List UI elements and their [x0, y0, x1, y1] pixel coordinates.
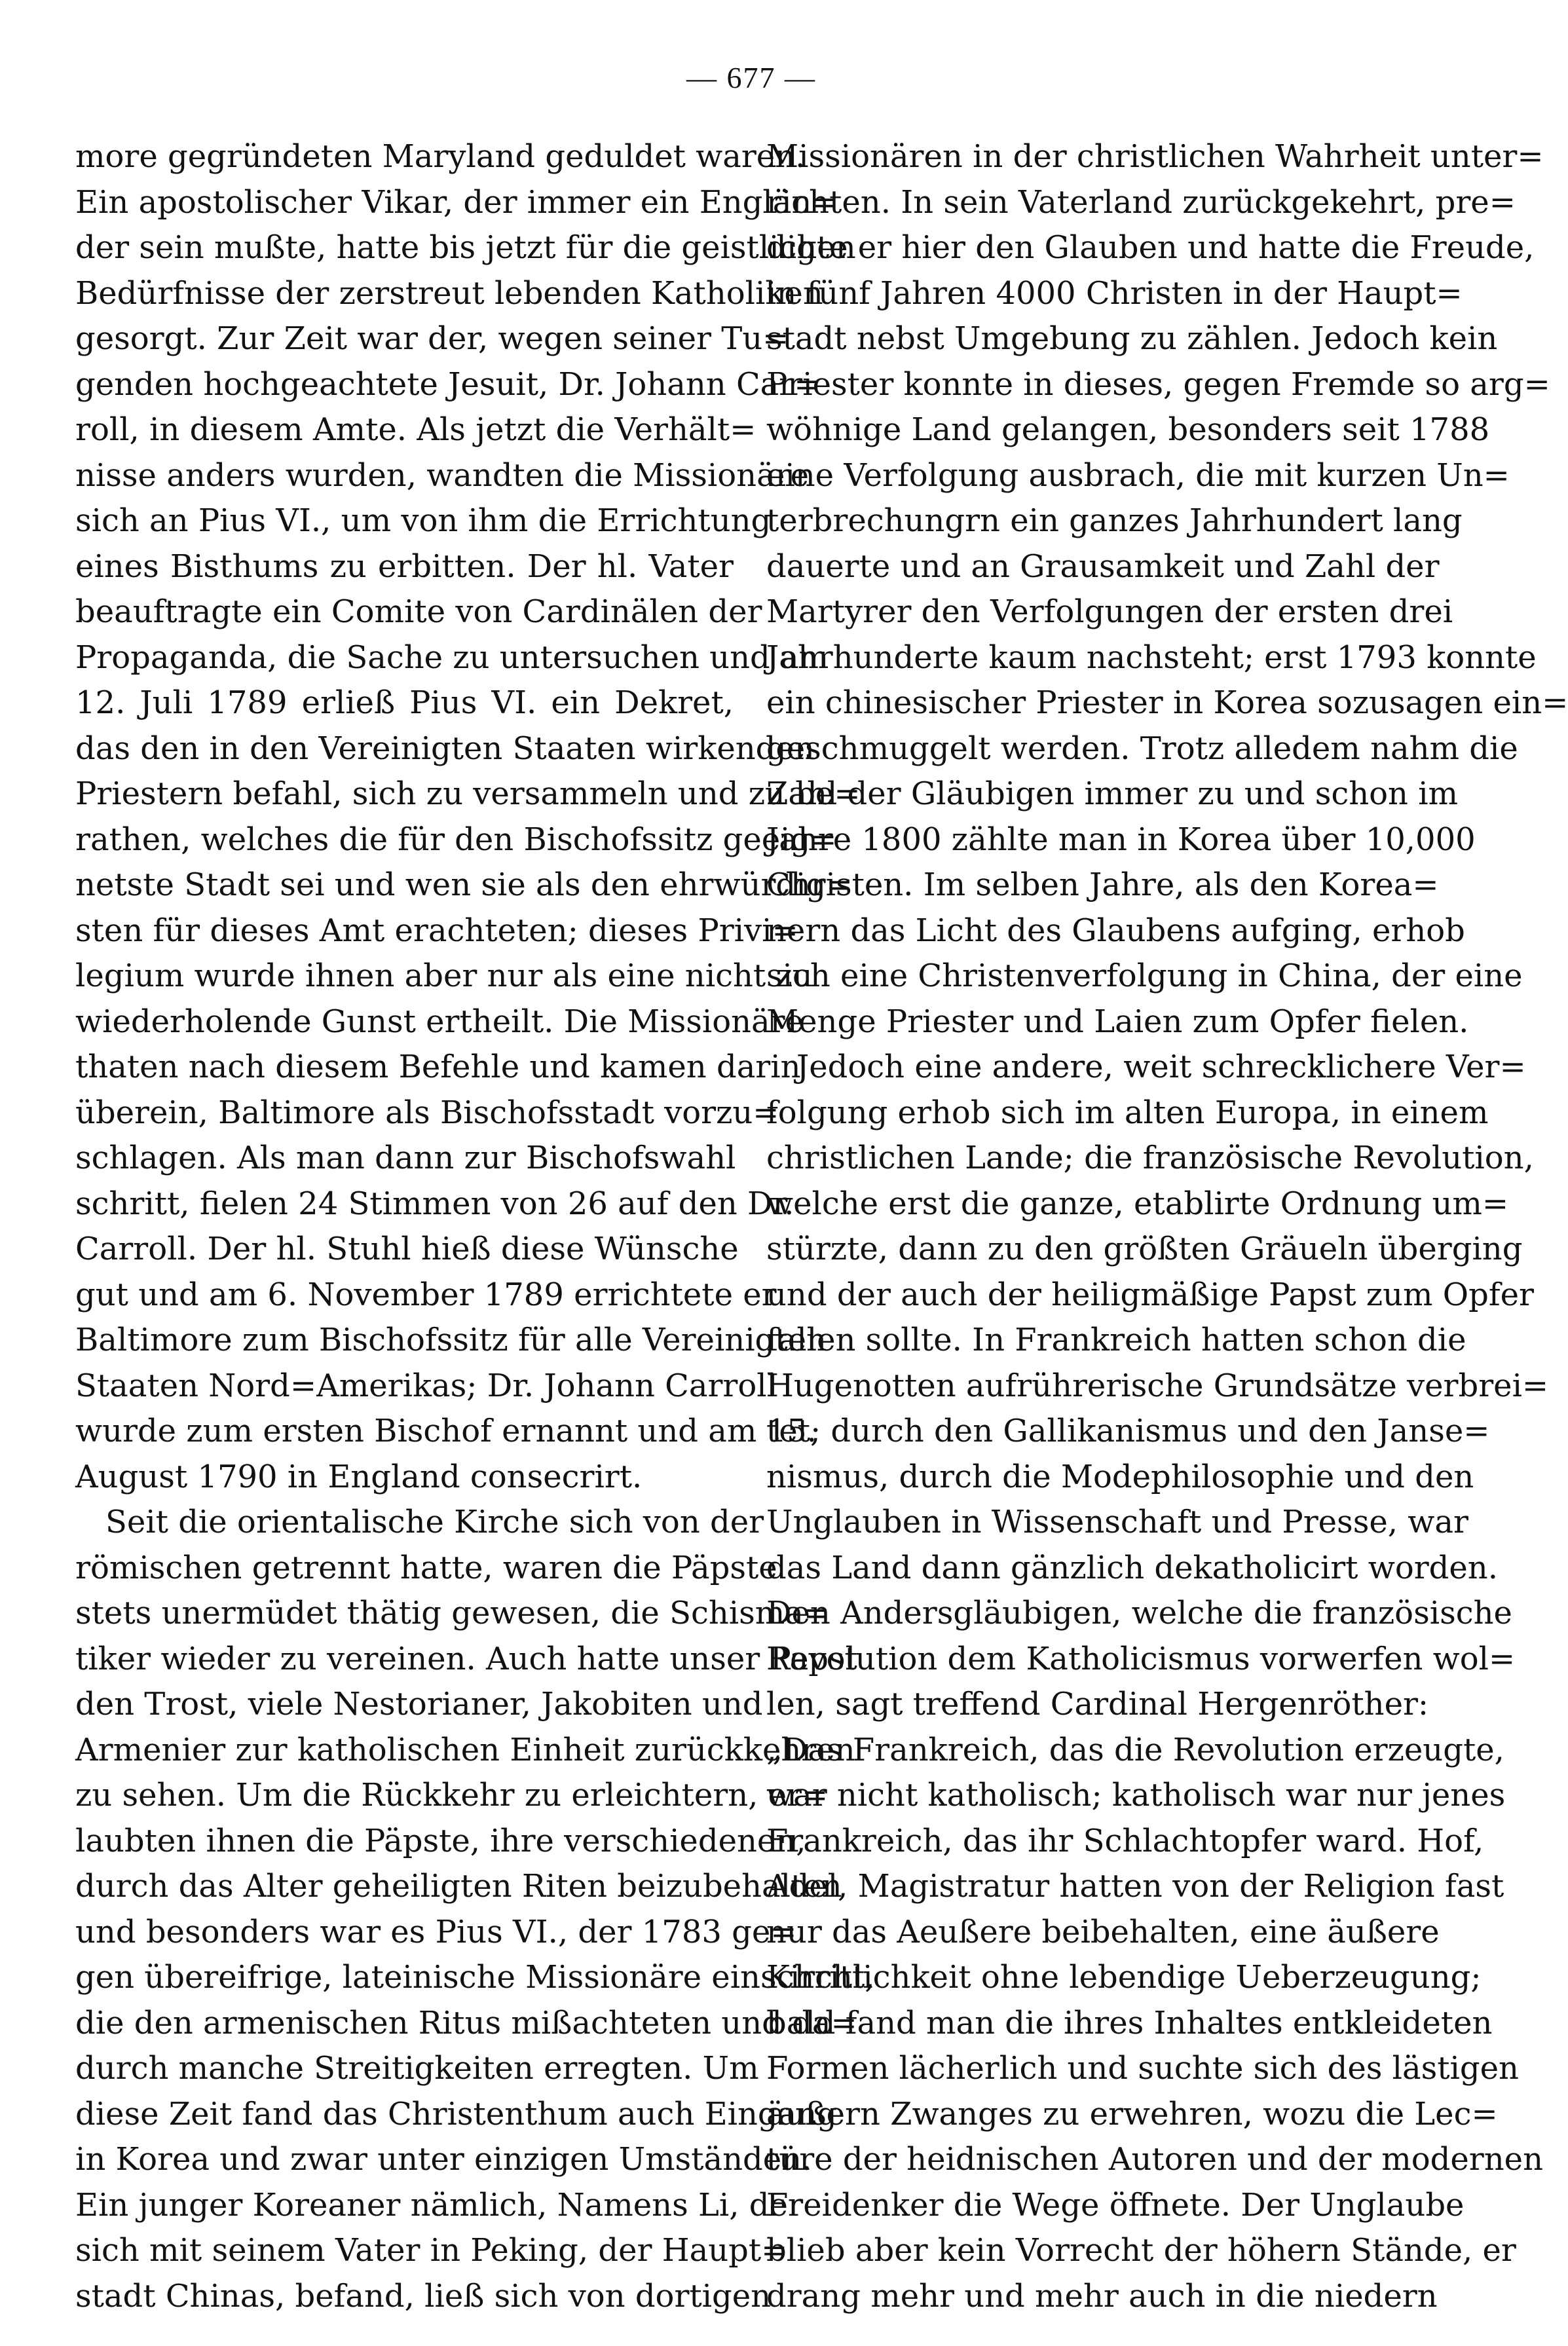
text-line: das Land dann gänzlich dekatholicirt worden.: [766, 1549, 1498, 1586]
text-line: der sein mußte, hatte bis jetzt für die geistlichen: [75, 229, 856, 266]
text-line: stadt nebst Umgebung zu zählen. Jedoch kein: [766, 320, 1498, 357]
text-line: Freidenker die Wege öffnete. Der Unglaube: [766, 2186, 1465, 2224]
text-line: Formen lächerlich und suchte sich des lästigen: [766, 2050, 1519, 2087]
text-line: Frankreich, das ihr Schlachtopfer ward. Hof,: [766, 1822, 1484, 1859]
text-line: sich mit seinem Vater in Peking, der Haupt=: [75, 2232, 788, 2269]
text-line: beauftragte ein Comite von Cardinälen der: [75, 593, 762, 630]
text-line: Unglauben in Wissenschaft und Presse, war: [766, 1504, 1468, 1540]
text-line: Revolution dem Katholicismus vorwerfen wol=: [766, 1640, 1516, 1677]
text-line: in Korea und zwar unter einzigen Umständen.: [75, 2141, 812, 2178]
text-line: tet; durch den Gallikanismus und den Janse=: [766, 1413, 1490, 1449]
text-line: das den in den Vereinigten Staaten wirkenden: [75, 730, 815, 767]
text-line: Ein apostolischer Vikar, der immer ein Englän=: [75, 183, 838, 221]
text-line: ein chinesischer Priester in Korea sozusagen ein=: [766, 684, 1568, 721]
text-line: stets unermüdet thätig gewesen, die Schisma=: [75, 1595, 831, 1631]
text-line: stürzte, dann zu den größten Gräueln überging: [766, 1231, 1523, 1267]
text-line: thaten nach diesem Befehle und kamen darin: [75, 1049, 801, 1085]
text-line: sten für dieses Amt erachteten; dieses Privi=: [75, 912, 798, 949]
text-line: Ein junger Koreaner nämlich, Namens Li, der: [75, 2186, 803, 2224]
text-line: nur das Aeußere beibehalten, eine äußere: [766, 1913, 1440, 1950]
text-line: Zahl der Gläubigen immer zu und schon im: [766, 775, 1459, 812]
text-line: Propaganda, die Sache zu untersuchen und am: [75, 639, 829, 676]
text-line: Priester konnte in dieses, gegen Fremde so arg=: [766, 365, 1550, 403]
text-line: wiederholende Gunst ertheilt. Die Missionäre: [75, 1003, 804, 1040]
text-line: blieb aber kein Vorrecht der höhern Stände, er: [766, 2232, 1516, 2269]
text-line: Christen. Im selben Jahre, als den Korea=: [766, 866, 1439, 903]
text-line: richten. In sein Vaterland zurückgekehrt, pre=: [766, 183, 1516, 221]
text-line: Jedoch eine andere, weit schrecklichere Ver=: [796, 1049, 1526, 1085]
text-line: überein, Baltimore als Bischofsstadt vorzu=: [75, 1094, 779, 1131]
text-line: durch manche Streitigkeiten erregten. Um: [75, 2050, 759, 2087]
text-line: gut und am 6. November 1789 errichtete er: [75, 1276, 777, 1313]
text-line: Martyrer den Verfolgungen der ersten drei: [766, 593, 1453, 630]
text-line: genden hochgeachtete Jesuit, Dr. Johann Car=: [75, 365, 821, 403]
text-line: legium wurde ihnen aber nur als eine nicht zu: [75, 958, 813, 994]
text-line: wöhnige Land gelangen, besonders seit 1788: [766, 411, 1490, 448]
text-line: in fünf Jahren 4000 Christen in der Haupt=: [766, 274, 1463, 312]
text-line: digte er hier den Glauben und hatte die Freude,: [766, 229, 1535, 266]
text-line: Priestern befahl, sich zu versammeln und zu be=: [75, 775, 861, 812]
text-line: Den Andersgläubigen, welche die französische: [766, 1595, 1512, 1631]
text-line: Seit die orientalische Kirche sich von der: [105, 1504, 764, 1540]
text-line: christlichen Lande; die französische Revolution,: [766, 1140, 1534, 1176]
text-line: drang mehr und mehr auch in die niedern: [766, 2277, 1438, 2315]
text-line: sich an Pius VI., um von ihm die Errichtung: [75, 502, 772, 539]
text-line: laubten ihnen die Päpste, ihre verschiedenen,: [75, 1822, 806, 1859]
text-line: bald fand man die ihres Inhaltes entkleideten: [766, 2004, 1493, 2041]
page-number: — 677 —: [686, 61, 816, 94]
text-line: den Trost, viele Nestorianer, Jakobiten und: [75, 1686, 763, 1722]
text-line: welche erst die ganze, etablirte Ordnung um=: [766, 1185, 1509, 1222]
text-line: eines Bisthums zu erbitten. Der hl. Vater: [75, 548, 734, 585]
text-line: more gegründeten Maryland geduldet waren.: [75, 138, 806, 175]
text-line: schritt, fielen 24 Stimmen von 26 auf den Dr.: [75, 1185, 794, 1222]
text-line: diese Zeit fand das Christenthum auch Eingang: [75, 2095, 837, 2132]
text-line: gen übereifrige, lateinische Missionäre einschritt,: [75, 1959, 875, 1996]
right-column: [766, 134, 1568, 2319]
text-line: 12. Juli 1789 erließ Pius VI. ein Dekret,: [75, 684, 734, 721]
text-line: Staaten Nord=Amerikas; Dr. Johann Carroll: [75, 1367, 777, 1404]
text-line: folgung erhob sich im alten Europa, in einem: [766, 1094, 1489, 1131]
text-line: rathen, welches die für den Bischofssitz geeig=: [75, 821, 837, 858]
text-line: Menge Priester und Laien zum Opfer fielen.: [766, 1003, 1469, 1040]
text-line: nisse anders wurden, wandten die Missionäre: [75, 456, 810, 494]
text-line: schlagen. Als man dann zur Bischofswahl: [75, 1140, 736, 1176]
text-line: len, sagt treffend Cardinal Hergenröther:: [766, 1686, 1429, 1722]
text-line: Baltimore zum Bischofssitz für alle Vereinigten: [75, 1322, 827, 1358]
text-line: Kirchlichkeit ohne lebendige Ueberzeugung;: [766, 1959, 1482, 1996]
text-line: eine Verfolgung ausbrach, die mit kurzen Un=: [766, 456, 1510, 494]
text-line: und der auch der heiligmäßige Papst zum Opfer: [766, 1276, 1534, 1313]
text-line: Hugenotten aufrührerische Grundsätze verbrei=: [766, 1367, 1549, 1404]
text-line: Adel, Magistratur hatten von der Religion fast: [766, 1868, 1504, 1905]
text-line: Carroll. Der hl. Stuhl hieß diese Wünsche: [75, 1231, 739, 1267]
text-line: August 1790 in England consecrirt.: [75, 1458, 643, 1495]
text-line: fallen sollte. In Frankreich hatten schon die: [766, 1322, 1466, 1358]
text-line: tiker wieder zu vereinen. Auch hatte unser Papst: [75, 1640, 857, 1677]
text-line: gesorgt. Zur Zeit war der, wegen seiner Tu=: [75, 320, 789, 357]
text-line: nismus, durch die Modephilosophie und den: [766, 1458, 1474, 1495]
text-line: stadt Chinas, befand, ließ sich von dortigen: [75, 2277, 772, 2315]
text-line: geschmuggelt werden. Trotz alledem nahm die: [766, 730, 1518, 767]
text-line: türe der heidnischen Autoren und der modernen: [766, 2141, 1543, 2178]
text-line: sich eine Christenverfolgung in China, der eine: [766, 958, 1523, 994]
text-line: römischen getrennt hatte, waren die Päpste: [75, 1549, 777, 1586]
text-line: die den armenischen Ritus mißachteten und da=: [75, 2004, 857, 2041]
text-line: und besonders war es Pius VI., der 1783 ge=: [75, 1913, 797, 1950]
text-line: Bedürfnisse der zerstreut lebenden Katholiken: [75, 274, 823, 312]
left-column: [75, 134, 875, 2319]
text-line: „Das Frankreich, das die Revolution erzeugte,: [766, 1731, 1504, 1768]
text-line: Jahrhunderte kaum nachsteht; erst 1793 konnte: [766, 639, 1537, 676]
text-line: durch das Alter geheiligten Riten beizubehalten: [75, 1868, 842, 1905]
text-line: war nicht katholisch; katholisch war nur jenes: [766, 1777, 1506, 1814]
text-line: nern das Licht des Glaubens aufging, erhob: [766, 912, 1465, 949]
text-line: Missionären in der christlichen Wahrheit unter=: [766, 138, 1544, 175]
text-line: terbrechungrn ein ganzes Jahrhundert lang: [766, 502, 1463, 539]
text-line: dauerte und an Grausamkeit und Zahl der: [766, 548, 1440, 585]
text-line: Jahre 1800 zählte man in Korea über 10,000: [766, 821, 1476, 858]
text-line: äußern Zwanges zu erwehren, wozu die Lec=: [766, 2095, 1498, 2132]
text-line: roll, in diesem Amte. Als jetzt die Verhält=: [75, 411, 756, 448]
text-line: wurde zum ersten Bischof ernannt und am 15.: [75, 1413, 817, 1449]
text-line: Armenier zur katholischen Einheit zurückkehren: [75, 1731, 855, 1768]
text-line: netste Stadt sei und wen sie als den ehrwürdig=: [75, 866, 853, 903]
text-line: zu sehen. Um die Rückkehr zu erleichtern, er=: [75, 1777, 829, 1814]
